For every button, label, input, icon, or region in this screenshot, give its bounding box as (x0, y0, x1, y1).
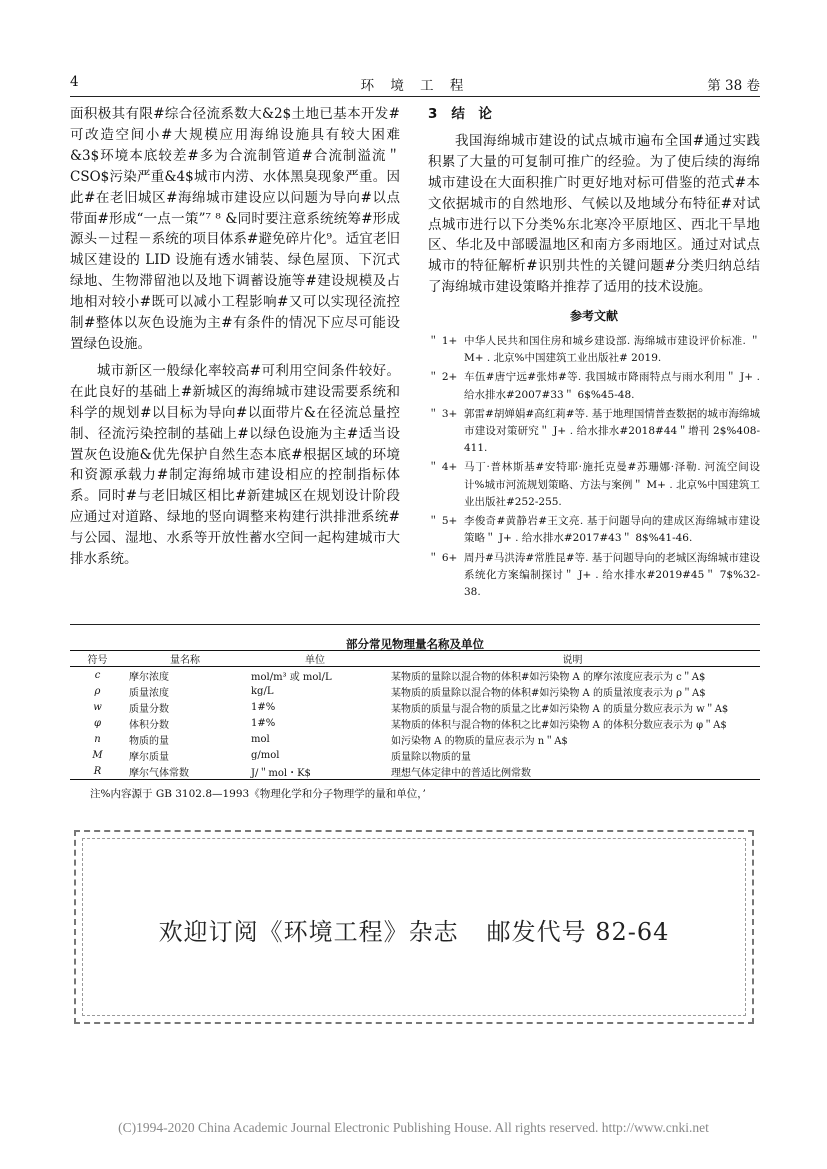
name-cell: 质量浓度 (129, 687, 169, 699)
reference-item (428, 333, 760, 367)
description-cell: 某物质的量除以混合物的体积#如污染物 A 的摩尔浓度应表示为 c＂A$ (391, 671, 706, 683)
reference-number: ＂ 4+ (428, 461, 458, 474)
unit-cell: kg/L (251, 685, 274, 697)
unit-cell: 1#% (251, 717, 276, 729)
table-row (70, 667, 760, 684)
section-title: 结 论 (451, 106, 492, 122)
ad-text (76, 912, 752, 947)
description-cell: 如污染物 A 的物质的量应表示为 n＂A$ (391, 735, 568, 747)
reference-number: ＂ 1+ (428, 335, 458, 348)
symbol-cell: ρ (94, 685, 101, 697)
column-header: 单位 (245, 651, 385, 667)
description-cell: 某物质的质量除以混合物的体积#如污染物 A 的质量浓度表示为 ρ＂A$ (391, 687, 706, 699)
symbol-cell: R (70, 763, 125, 780)
quantities-table (70, 650, 760, 780)
table-note: 注%内容源于 GB 3102.8—1993《物理化学和分子物理学的量和单位，’ (90, 788, 426, 800)
reference-text: 马丁·普林斯基#安特耶·施托克曼#苏珊娜·泽勒. 河流空间设计%城市河流规划策略、方法与案例＂ M+ . 北京%中国建筑工业出版社#252-255. (464, 461, 760, 508)
section-heading (428, 104, 760, 125)
symbol-cell: M (92, 749, 103, 761)
description-cell: 质量除以物质的量 (391, 751, 471, 763)
copyright-footer: (C)1994-2020 China Academic Journal Electronic Publishing House. All rights reserved. http://www.cnki.net (118, 1120, 709, 1135)
table-row (70, 763, 760, 780)
table-row (70, 715, 760, 731)
name-cell: 摩尔气体常数 (125, 763, 245, 780)
column-header: 量名称 (125, 651, 245, 667)
unit-cell: J/＂mol・K$ (245, 763, 385, 780)
references-title: 参考文献 (569, 309, 618, 324)
table-row (70, 683, 760, 699)
unit-cell: mol/m³ 或 mol/L (251, 671, 332, 683)
table-title: 部分常见物理量名称及单位 (346, 637, 484, 651)
name-cell: 体积分数 (129, 719, 169, 731)
left-column (70, 104, 400, 570)
reference-item (428, 550, 760, 602)
description-cell: 某物质的体积与混合物的体积之比#如污染物 A 的体积分数应表示为 φ＂A$ (391, 719, 727, 731)
reference-number: ＂ 5+ (428, 515, 458, 528)
right-column (428, 104, 760, 603)
unit-cell: g/mol (251, 749, 280, 761)
reference-number: ＂ 6+ (428, 551, 458, 564)
name-cell: 质量分数 (129, 703, 169, 715)
description-cell: 理想气体定律中的普适比例常数 (385, 763, 760, 780)
reference-item (428, 459, 760, 511)
reference-text: 周丹#马洪涛#常胜昆#等. 基于问题导向的老城区海绵城市建设系统化方案编制探讨＂ J+ . 给水排水#2019#45＂ 7$%32-38. (464, 551, 760, 598)
table-header-row (70, 651, 760, 667)
reference-number: ＂ 3+ (428, 407, 458, 420)
symbol-cell: c (94, 669, 101, 681)
name-cell: 物质的量 (129, 735, 169, 747)
conclusion-paragraph: 我国海绵城市建设的试点城市遍布全国#通过实践积累了大量的可复制可推广的经验。为了使后续的海绵城市建设在大面积推广时更好地对标可借鉴的范式#本文依据城市的自然地形、气候以及地域分布特征#对试点城市进行以下分类%东北寒冷平原地区、西北干旱地区、华北及中部暖温地区和南方多雨地区。通过对试点城市的特征解析#识别共性的关键问题#分类归纳总结了海绵城市建设策略并推荐了适用的技术设施。 (428, 132, 760, 296)
ad-postal-code: 邮发代号 82-64 (486, 918, 670, 946)
symbol-cell: φ (93, 717, 101, 729)
table-row (70, 731, 760, 747)
journal-title: 环 境 工 程 (360, 78, 470, 94)
section-number: 3 (428, 106, 438, 122)
description-cell: 某物质的质量与混合物的质量之比#如污染物 A 的质量分数应表示为 w＂A$ (391, 703, 729, 715)
page-number: 4 (70, 74, 79, 90)
column-header: 说明 (385, 651, 760, 667)
symbol-cell: n (94, 733, 101, 745)
reference-number: ＂ 2+ (428, 371, 458, 384)
ad-subscribe-text: 欢迎订阅《环境工程》杂志 (158, 918, 459, 946)
table-row (70, 699, 760, 715)
reference-item (428, 369, 760, 403)
table-row (70, 747, 760, 763)
column-header: 符号 (70, 651, 125, 667)
header-rule (70, 96, 760, 97)
symbol-cell: w (93, 701, 102, 713)
reference-text: 郭雷#胡婵娟#高红莉#等. 基于地理国情普查数据的城市海绵城市建设对策研究＂ J+ . 给水排水#2018#44＂增刊 2$%408-411. (464, 407, 760, 455)
reference-text: 中华人民共和国住房和城乡建设部. 海绵城市建设评价标准. ＂ M+ . 北京%中国建筑工业出版社# 2019. (464, 335, 760, 365)
reference-text: 车伍#唐宁远#张炜#等. 我国城市降雨特点与雨水利用＂ J+ . 给水排水#2007#33＂ 6$%45-48. (464, 371, 760, 401)
body-paragraph: 城市新区一般绿化率较高#可利用空间条件较好。在此良好的基础上#新城区的海绵城市建设需要系统和科学的规划#以目标为导向#以面带片&在径流总量控制、径流污染控制的基础上#以绿色设施为主#适当设置灰色设施&优先保护自然生态本底#根据区域的环境和资源承载力#制定海绵城市建设相应的控制指标体系。同时#与老旧城区相比#新建城区在规划设计阶段应通过对道路、绿地的竖向调整来构建行洪排泄系统#与公园、湿地、水系等开放性蓄水空间一起构建城市大排水系统。 (70, 362, 400, 568)
running-header (70, 74, 760, 92)
reference-list (428, 333, 760, 601)
subscription-ad-box (74, 830, 754, 1024)
name-cell: 摩尔质量 (129, 751, 169, 763)
body-paragraph: 面积极其有限#综合径流系数大&2$土地已基本开发#可改造空间小#大规模应用海绵设施具有较大困难&3$环境本底较差#多为合流制管道#合流制溢流＂CSO$污染严重&4$城市内涝、水体黑臭现象严重。因此#在老旧城区#海绵城市建设应以问题为导向#以点带面#形成“一点一策”⁷ ⁸ &同时要注意系统统筹#形成源头－过程－系统的项目体系#避免碎片化⁹。适宜老旧城区建设的 LID 设施有透水铺装、绿色屋顶、下沉式绿地、生物滞留池以及地下调蓄设施等#建设规模及占地相对较小#既可以减小工程影响#又可以实现径流控制#整体以灰色设施为主#有条件的情况下应尽可能设置绿色设施。 (70, 106, 400, 352)
table-top-rule (70, 624, 760, 625)
unit-cell: 1#% (251, 701, 276, 713)
reference-item (428, 406, 760, 458)
reference-item (428, 513, 760, 547)
reference-text: 李俊奇#黄静岩#王文亮. 基于问题导向的建成区海绵城市建设策略＂ J+ . 给水排水#2017#43＂ 8$%41-46. (464, 515, 760, 545)
volume-label: 第 38 卷 (707, 78, 760, 94)
name-cell: 摩尔浓度 (129, 671, 169, 683)
unit-cell: mol (251, 733, 270, 745)
